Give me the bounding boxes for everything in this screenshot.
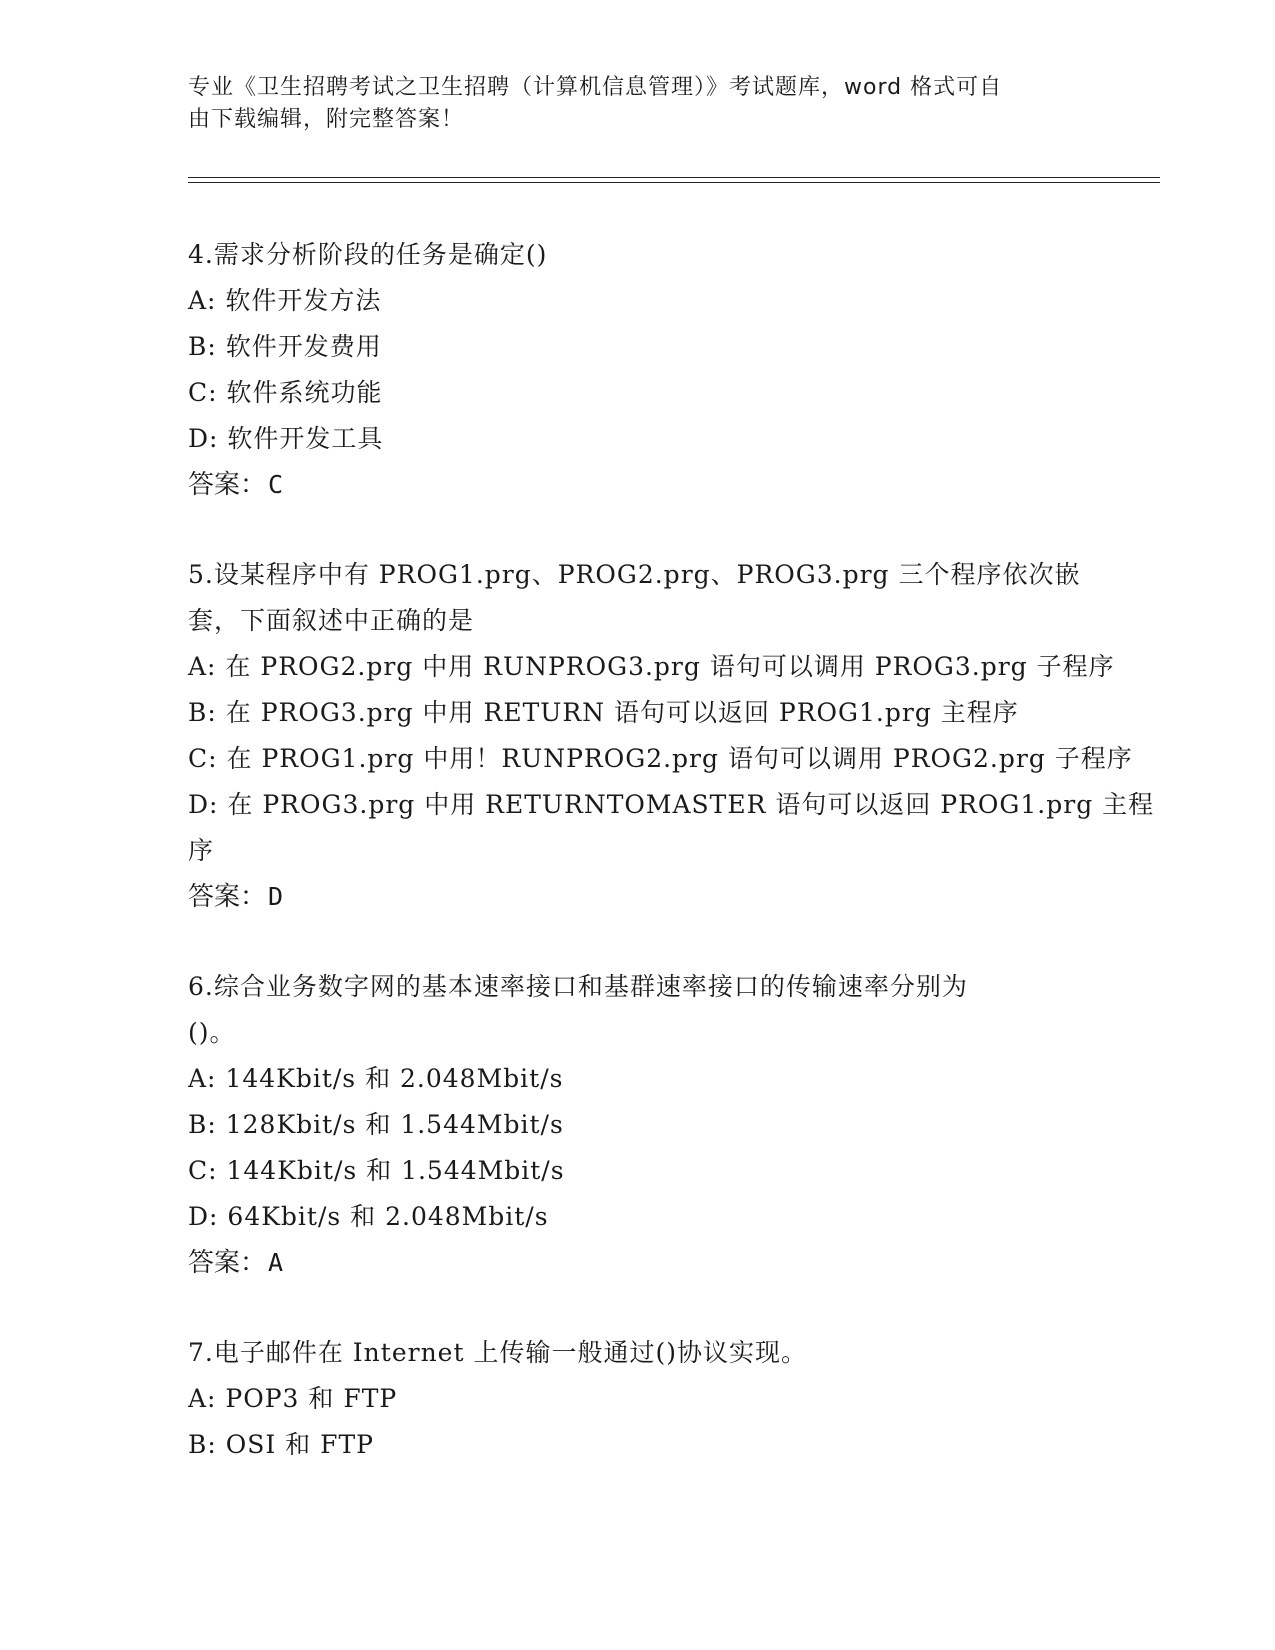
option-d: D: 64Kbit/s 和 2.048Mbit/s <box>188 1202 549 1231</box>
question-block <box>188 232 1088 508</box>
answer-value: A <box>268 1248 284 1277</box>
question-stem-continued: ()。 <box>188 1018 236 1047</box>
option-d-continued: 序 <box>188 836 215 865</box>
question-list <box>188 232 1155 1468</box>
option-d: D: 在 PROG3.prg 中用 RETURNTOMASTER 语句可以返回 PROG1.prg 主程 <box>188 790 1155 819</box>
option-b: B: 128Kbit/s 和 1.544Mbit/s <box>188 1110 564 1139</box>
option-b: B: OSI 和 FTP <box>188 1430 374 1459</box>
option-a: A: 在 PROG2.prg 中用 RUNPROG3.prg 语句可以调用 PROG3.prg 子程序 <box>188 652 1115 681</box>
answer-label: 答案： <box>188 470 267 500</box>
option-c: C: 在 PROG1.prg 中用！RUNPROG2.prg 语句可以调用 PROG2.prg 子程序 <box>188 744 1133 773</box>
question-stem: 4.需求分析阶段的任务是确定() <box>188 240 548 269</box>
answer-label: 答案： <box>188 882 267 912</box>
option-b: B: 在 PROG3.prg 中用 RETURN 语句可以返回 PROG1.prg 主程序 <box>188 698 1019 727</box>
question-stem: 6.综合业务数字网的基本速率接口和基群速率接口的传输速率分别为 <box>188 972 968 1001</box>
answer-line <box>188 874 1088 920</box>
question-stem: 5.设某程序中有 PROG1.prg、PROG2.prg、PROG3.prg 三个程序依次嵌 <box>188 560 1081 589</box>
answer-label: 答案： <box>188 1248 267 1278</box>
question-stem-continued: 套，下面叙述中正确的是 <box>188 606 475 635</box>
question-block <box>188 964 1088 1286</box>
question-block <box>188 1330 1088 1468</box>
question-block <box>188 552 1155 920</box>
option-b: B: 软件开发费用 <box>188 332 382 361</box>
document-header <box>188 72 1068 136</box>
option-a: A: 软件开发方法 <box>188 286 382 315</box>
header-divider-bottom <box>188 182 1160 183</box>
answer-value: D <box>268 882 284 911</box>
header-line-1: 专业《卫生招聘考试之卫生招聘（计算机信息管理）》考试题库，word 格式可自 <box>188 75 1003 100</box>
header-divider-top <box>188 177 1160 178</box>
option-d: D: 软件开发工具 <box>188 424 384 453</box>
answer-line <box>188 462 1088 508</box>
header-line-2: 由下载编辑，附完整答案！ <box>188 107 465 132</box>
option-a: A: POP3 和 FTP <box>188 1384 398 1413</box>
option-c: C: 软件系统功能 <box>188 378 383 407</box>
option-a: A: 144Kbit/s 和 2.048Mbit/s <box>188 1064 564 1093</box>
question-stem: 7.电子邮件在 Internet 上传输一般通过()协议实现。 <box>188 1338 807 1367</box>
option-c: C: 144Kbit/s 和 1.544Mbit/s <box>188 1156 565 1185</box>
answer-value: C <box>268 470 284 499</box>
answer-line <box>188 1240 1088 1286</box>
